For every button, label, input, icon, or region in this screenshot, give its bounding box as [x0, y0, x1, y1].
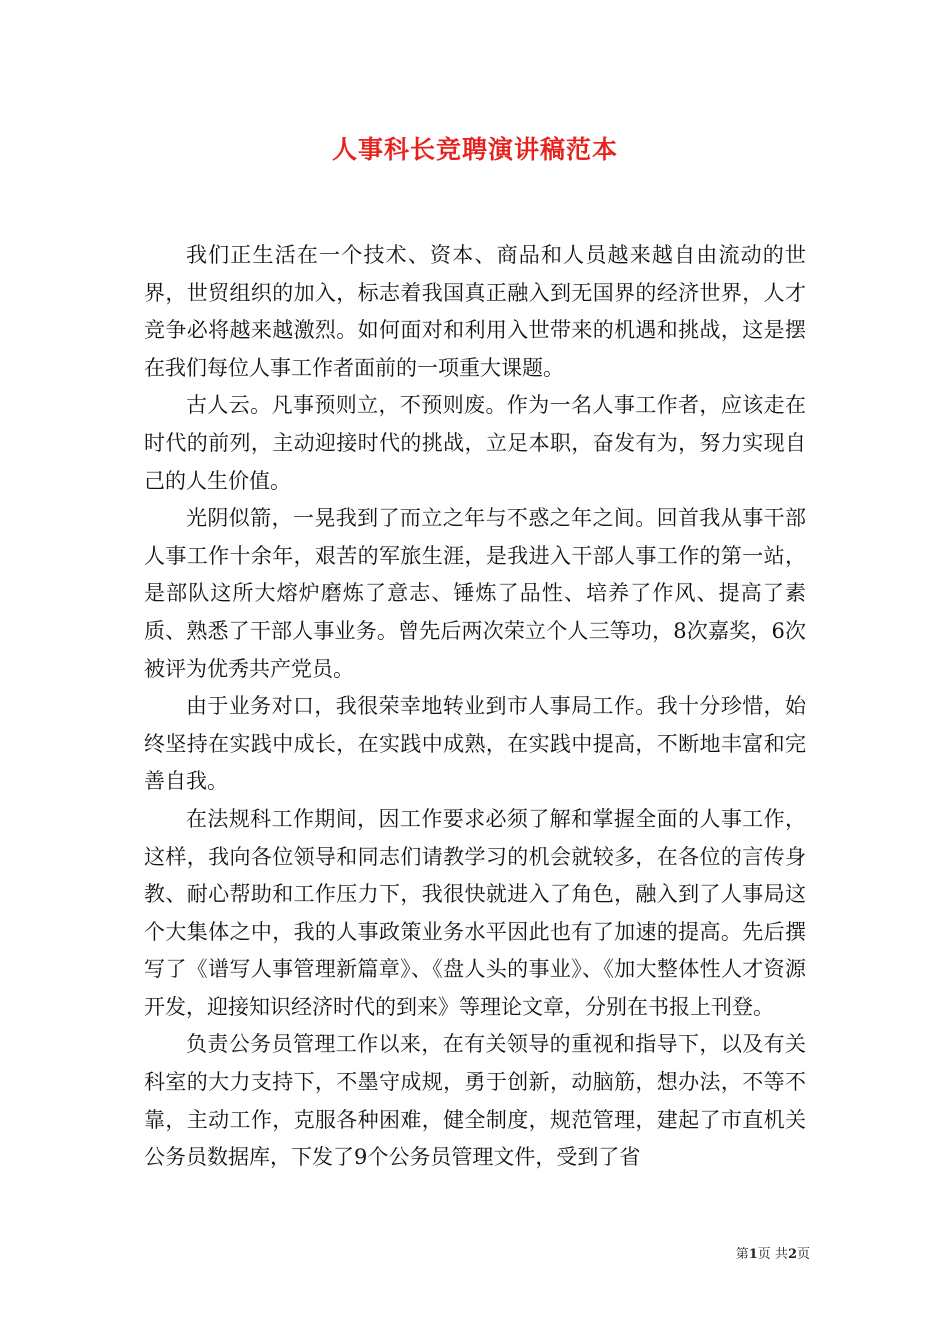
document-title: 人事科长竞聘演讲稿范本	[331, 135, 618, 164]
footer-prefix: 第	[735, 1247, 749, 1262]
footer-middle: 页 共	[757, 1247, 788, 1262]
document-body	[144, 237, 806, 1177]
paragraph-2: 古人云。凡事预则立，不预则废。作为一名人事工作者，应该走在时代的前列，主动迎接时代的挑战，立足本职，奋发有为，努力实现自己的人生价值。	[144, 393, 806, 493]
page-number-footer	[690, 1246, 810, 1264]
paragraph-6: 负责公务员管理工作以来，在有关领导的重视和指导下，以及有关科室的大力支持下，不墨守成规，勇于创新，动脑筋，想办法，不等不靠，主动工作，克服各种困难，健全制度，规范管理，建起了市直机关公务员数据库，下发了9个公务员管理文件，受到了省	[144, 1032, 806, 1170]
footer-suffix: 页	[796, 1247, 810, 1262]
paragraph-4: 由于业务对口，我很荣幸地转业到市人事局工作。我十分珍惜，始终坚持在实践中成长，在实践中成熟，在实践中提高，不断地丰富和完善自我。	[144, 694, 806, 794]
total-page-number: 2	[787, 1247, 797, 1262]
paragraph-1: 我们正生活在一个技术、资本、商品和人员越来越自由流动的世界，世贸组织的加入，标志着我国真正融入到无国界的经济世界，人才竞争必将越来越激烈。如何面对和利用入世带来的机遇和挑战，这是摆在我们每位人事工作者面前的一项重大课题。	[144, 243, 806, 380]
paragraph-5: 在法规科工作期间，因工作要求必须了解和掌握全面的人事工作，这样，我向各位领导和同志们请教学习的机会就较多，在各位的言传身教、耐心帮助和工作压力下，我很快就进入了角色，融入到了人事局这个大集体之中，我的人事政策业务水平因此也有了加速的提高。先后撰写了《谱写人事管理新篇章》、《盘人头的事业》、《加大整体性人才资源开发，迎接知识经济时代的到来》等理论文章，分别在书报上刊登。	[144, 806, 806, 1019]
current-page-number: 1	[748, 1247, 758, 1262]
paragraph-3: 光阴似箭，一晃我到了而立之年与不惑之年之间。回首我从事干部人事工作十余年，艰苦的军旅生涯，是我进入干部人事工作的第一站，是部队这所大熔炉磨炼了意志、锤炼了品性、培养了作风、提高了素质、熟悉了干部人事业务。曾先后两次荣立个人三等功，8次嘉奖，6次被评为优秀共产党员。	[144, 506, 806, 681]
